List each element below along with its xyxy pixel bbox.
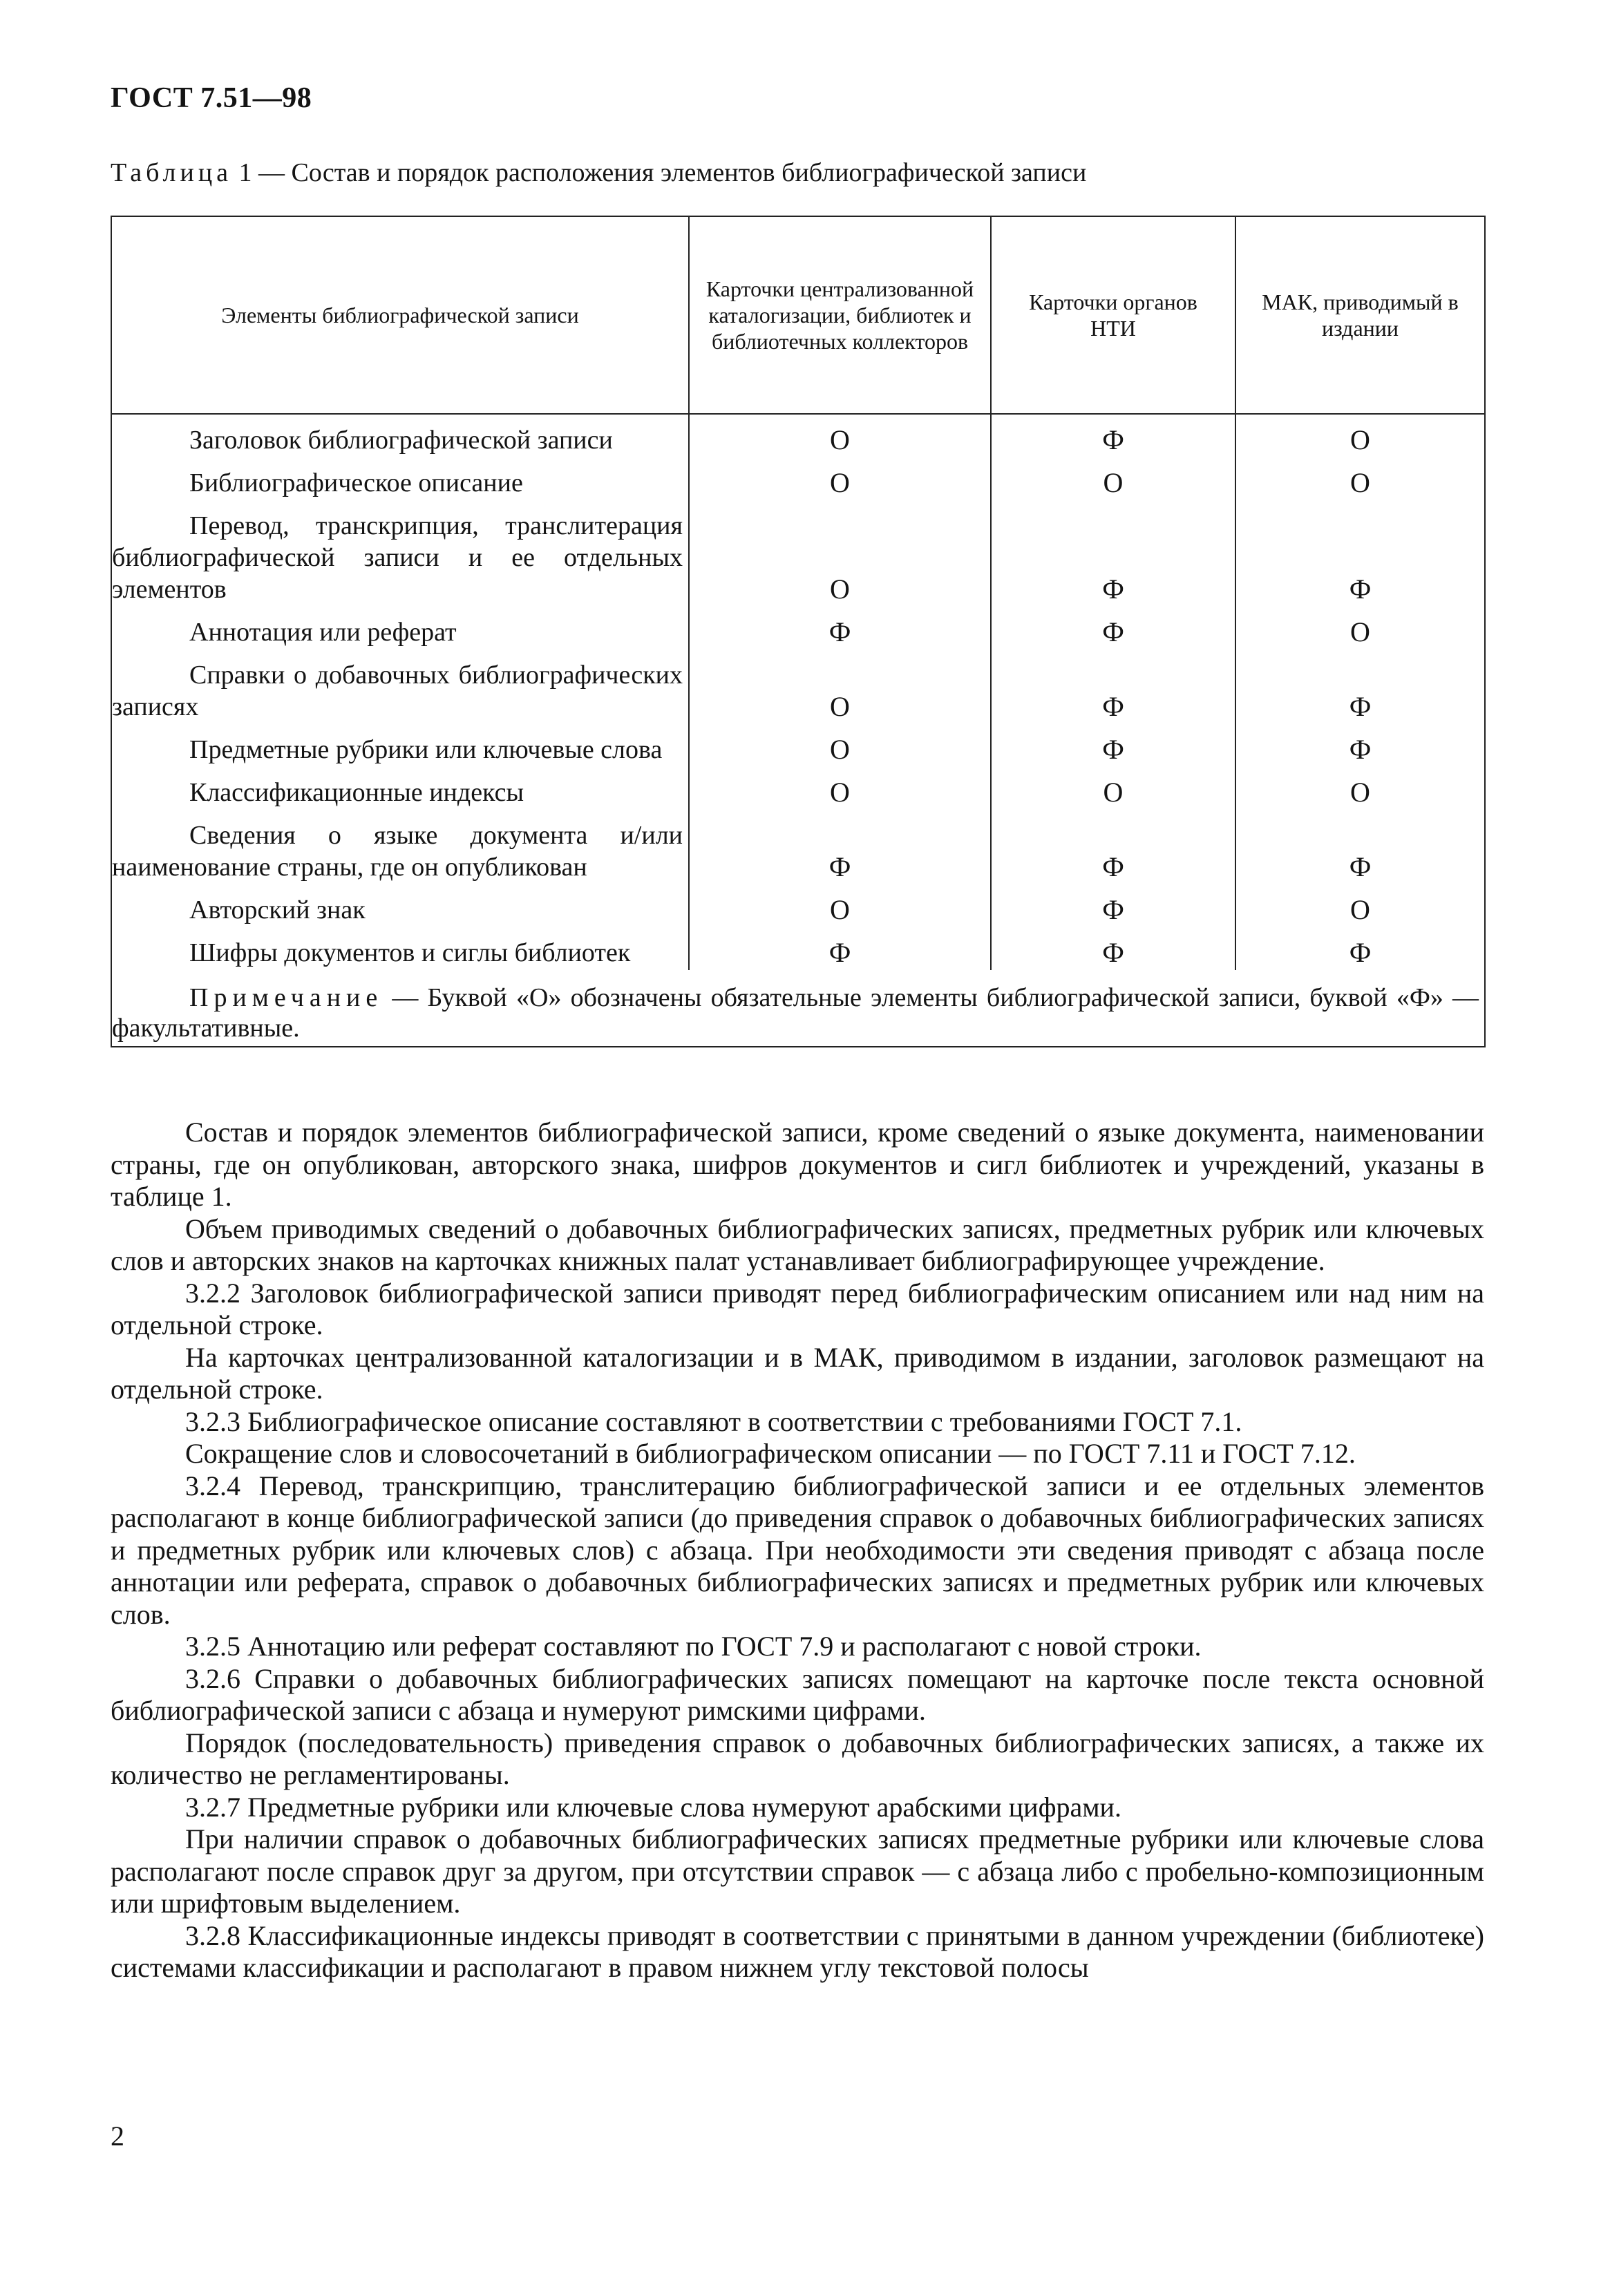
- paragraph: 3.2.2 Заголовок библиографической записи приводят перед библиографическим описанием или над ним на отдельной строке.: [111, 1277, 1484, 1340]
- paragraph: На карточках централизованной каталогизации и в МАК, приводимом в издании, заголовок размещают на отдельной строке.: [111, 1341, 1484, 1405]
- mark-cell: О: [1235, 607, 1485, 649]
- mark-cell: О: [689, 767, 991, 810]
- table-note: [111, 970, 1485, 1047]
- paragraph: 3.2.6 Справки о добавочных библиографических записях помещают на карточке после текста основной библиографической записи с абзаца и нумеруют римскими цифрами.: [111, 1662, 1484, 1726]
- note-text: — Буквой «О» обозначены обязательные элементы библиографической записи, буквой «Ф» — факультативные.: [112, 983, 1479, 1043]
- table-row: [111, 767, 1485, 810]
- paragraph: 3.2.3 Библиографическое описание составляют в соответствии с требованиями ГОСТ 7.1.: [185, 1405, 1242, 1437]
- paragraph: Состав и порядок элементов библиографической записи, кроме сведений о языке документа, наименовании страны, где он опубликован, авторского знака, шифров документов и сигл библиотек и учреждений, указаны в таблице 1.: [111, 1117, 1484, 1212]
- note-label: Примечание: [189, 983, 383, 1012]
- mark-cell: Ф: [1235, 927, 1485, 970]
- paragraph: 3.2.4 Перевод, транскрипцию, транслитерацию библиографической записи и ее отдельных элементов располагают в конце библиографической записи (до приведения справок о добавочных библиографических записях и предметных рубрик или ключевых слов) с абзаца. При необходимости эти сведения приводят с абзаца после аннотации или реферата, справок о добавочных библиографических записях и предметных рубрик или ключевых слов.: [111, 1470, 1484, 1630]
- mark-cell: О: [1235, 767, 1485, 810]
- column-header-mak: МАК, приводимый в издании: [1235, 216, 1485, 414]
- mark-cell: Ф: [689, 927, 991, 970]
- mark-cell: Ф: [991, 649, 1235, 724]
- element-cell: Сведения о языке документа и/или наименование страны, где он опубликован: [111, 810, 689, 884]
- paragraph: 3.2.8 Классификационные индексы приводят в соответствии с принятыми в данном учреждении (библиотеке) системами классификации и располагают в правом нижнем углу текстовой полосы: [111, 1919, 1484, 1983]
- mark-cell: Ф: [991, 810, 1235, 884]
- paragraph: Объем приводимых сведений о добавочных библиографических записях, предметных рубрик или ключевых слов и авторских знаков на карточках книжных палат устанавливает библиографирующее учреждение.: [111, 1213, 1484, 1276]
- page-number: 2: [111, 2121, 124, 2152]
- mark-cell: О: [689, 457, 991, 500]
- mark-cell: Ф: [991, 927, 1235, 970]
- column-header-central-cataloging: Карточки централизованной каталогизации, библиотек и библиотечных коллекторов: [689, 216, 991, 414]
- element-cell: Перевод, транскрипция, транслитерация библиографической записи и ее отдельных элементов: [111, 500, 689, 607]
- paragraph: Сокращение слов и словосочетаний в библиографическом описании — по ГОСТ 7.11 и ГОСТ 7.12.: [185, 1438, 1356, 1469]
- mark-cell: О: [689, 500, 991, 607]
- mark-cell: Ф: [991, 607, 1235, 649]
- mark-cell: Ф: [991, 414, 1235, 457]
- element-cell: Авторский знак: [111, 884, 689, 927]
- mark-cell: Ф: [1235, 810, 1485, 884]
- paragraph: 3.2.7 Предметные рубрики или ключевые слова нумеруют арабскими цифрами.: [185, 1791, 1121, 1823]
- mark-cell: Ф: [1235, 649, 1485, 724]
- table-caption-text: 1 — Состав и порядок расположения элементов библиографической записи: [232, 158, 1087, 187]
- table-row: [111, 884, 1485, 927]
- body-text: [111, 1117, 1484, 1984]
- mark-cell: О: [1235, 414, 1485, 457]
- table-note-row: [111, 970, 1485, 1047]
- table-row: [111, 724, 1485, 767]
- mark-cell: Ф: [1235, 500, 1485, 607]
- mark-cell: Ф: [1235, 724, 1485, 767]
- mark-cell: Ф: [991, 884, 1235, 927]
- element-cell: Аннотация или реферат: [111, 607, 689, 649]
- mark-cell: О: [689, 414, 991, 457]
- element-cell: Предметные рубрики или ключевые слова: [111, 724, 689, 767]
- mark-cell: О: [689, 884, 991, 927]
- mark-cell: Ф: [991, 500, 1235, 607]
- table-caption-label: Таблица: [111, 158, 233, 187]
- paragraph: Порядок (последовательность) приведения справок о добавочных библиографических записях, а также их количество не регламентированы.: [111, 1727, 1484, 1790]
- column-header-elements: Элементы библиографической записи: [111, 216, 689, 414]
- mark-cell: Ф: [689, 607, 991, 649]
- element-cell: Заголовок библиографической записи: [111, 414, 689, 457]
- mark-cell: О: [689, 724, 991, 767]
- column-header-nti: Карточки органов НТИ: [991, 216, 1235, 414]
- mark-cell: О: [1235, 457, 1485, 500]
- mark-cell: О: [1235, 884, 1485, 927]
- element-cell: Классификационные индексы: [111, 767, 689, 810]
- table-row: [111, 649, 1485, 724]
- mark-cell: Ф: [689, 810, 991, 884]
- mark-cell: Ф: [991, 724, 1235, 767]
- element-cell: Библиографическое описание: [111, 457, 689, 500]
- mark-cell: О: [991, 457, 1235, 500]
- paragraph: 3.2.5 Аннотацию или реферат составляют по ГОСТ 7.9 и располагают с новой строки.: [185, 1631, 1202, 1662]
- table-row: [111, 414, 1485, 457]
- mark-cell: О: [689, 649, 991, 724]
- table-row: [111, 810, 1485, 884]
- table-header-row: [111, 216, 1485, 414]
- table-row: [111, 500, 1485, 607]
- element-cell: Справки о добавочных библиографических записях: [111, 649, 689, 724]
- table-row: [111, 607, 1485, 649]
- paragraph: При наличии справок о добавочных библиографических записях предметные рубрики или ключевые слова располагают после справок друг за другом, при отсутствии справок — с абзаца либо с пробельно-композиционным или шрифтовым выделением.: [111, 1823, 1484, 1919]
- table-row: [111, 927, 1485, 970]
- document-header: ГОСТ 7.51—98: [111, 82, 312, 114]
- elements-table: [111, 216, 1486, 1047]
- table-row: [111, 457, 1485, 500]
- table-caption: [111, 158, 1493, 188]
- element-cell: Шифры документов и сиглы библиотек: [111, 927, 689, 970]
- mark-cell: О: [991, 767, 1235, 810]
